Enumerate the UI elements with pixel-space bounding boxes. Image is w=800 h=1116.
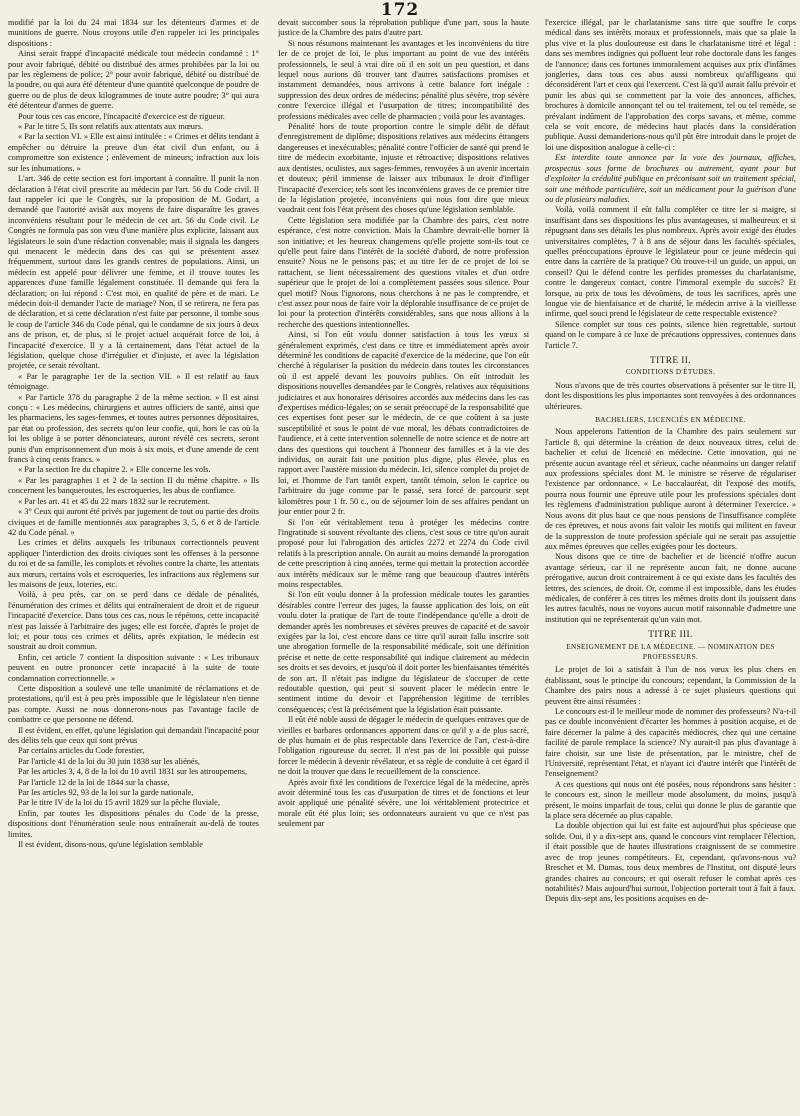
paragraph: « 3° Ceux qui auront été privés par jugement de tout ou partie des droits civiques et de famille mentionnés aux paragraphes 3, 5, 6 et 8 de l'article 42 du Code pénal. » [8,507,259,537]
paragraph: Il est évident, en effet, qu'une législation qui demandait l'incapacité pour des délits tels que ceux qui sont prévus [8,725,259,746]
subsection-heading: BACHELIERS, LICENCIÉS EN MÉDECINE. [595,415,746,425]
paragraph: devait succomber sous la réprobation publique d'une part, sous la haute justice de la Chambre des pairs d'autre part. [278,18,529,38]
paragraph: Nous n'avons que de très courtes observations à présenter sur le titre II, dont les dispositions les plus importantes sont renvoyées à des ordonnances ultérieures. [545,380,796,411]
paragraph: Pour tous ces cas encore, l'incapacité d'exercice est de rigueur. [18,111,225,121]
paragraph: Par l'article 12 de la loi de 1844 sur la chasse, [18,777,170,787]
column-middle [278,18,529,1108]
paragraph: Voilà, à peu près, car on se perd dans ce dédale de pénalités, l'énumération des crimes et délits qui entraîneraient de droit et de rigueur l'incapacité d'exercice. Dans tous ces cas, nous le répétons, cette incapacité n'est pas laissée à l'arbitraire des juges; elle est forcée, d'après le projet de loi; et pour tous ces crimes et délits, après expiation, le médecin est soustrait au droit commun. [8,590,259,652]
paragraph: Par les articles 3, 4, 8 de la loi du 10 avril 1831 sur les attroupemens, [18,767,248,777]
paragraph: « Par les paragraphes 1 et 2 de la section II du même chapitre. » Ils concernent les banqueroutes, les escroqueries, les abus de confiance. [8,475,259,496]
section-subtitle: CONDITIONS D'ÉTUDES. [625,368,716,377]
column-right [545,18,796,1108]
paragraph: Après avoir fixé les conditions de l'exercice légal de la médecine, après avoir déterminé tous les cas d'usurpation de titres et de fonctions et leur avoir appliqué une pénalité sévère, une loi véritablement protectrice et morale eût été plus loin; ses ordonnateurs auraient vu que ce n'est pas seulement par [278,777,529,829]
paragraph: Enfin, par toutes les dispositions pénales du Code de la presse, dispositions dont l'énumération seule nous entraînerait au-delà de toutes limites. [8,808,259,839]
section-subtitle: ENSEIGNEMENT DE LA MÉDECINE. — NOMINATION DES PROFESSEURS. [566,642,775,661]
paragraph: « Par la section Ire du chapitre 2. » Elle concerne les vols. [18,465,211,475]
paragraph: Nous appelerons l'attention de la Chambre des pairs seulement sur l'article 8, qui détermine la création de deux nouveaux titres, celui de bachelier et celui de licencié en médecine. Cette innovation, qui ne présente aucun avantage réel et sérieux, cache néanmoins un danger relatif aux professions spéciales dont M. le ministre se réserve de régulariser l'existence par ordonnance. « Le baccalauréat, dit l'exposé des motifs, pourra nous fournir une épreuve utile pour les professions spéciales dont les règlemens d'administration publique auront à déterminer l'exercice. » Nous avons dit plus haut ce que nous pensions de l'insuffisance complète de ces épreuves, et nous avons fait valoir les motifs qui militent en faveur de la suppression de toute profession spéciale qui ne serait pas assujettie aux mêmes épreuves que celles exigées pour les docteurs. [545,427,796,551]
paragraph: Le concours est-il le meilleur mode de nommer des professeurs? N'a-t-il pas ce double inconvénient d'écarter les hommes à position acquise, et de faire décerner la palme à des capacités médiocres, chez qui une certaine facilité de parole remplace la science? N'y aurait-il pas plus d'avantage à faire choisir, sur une liste de présentation, par le ministre, chef de l'Université, représentant l'état, et n'ayant ici d'autre intérêt que l'intérêt de l'enseignement? [545,707,796,779]
paragraph: Ainsi, si l'on eût voulu donner satisfaction à tous les vœux si généralement exprimés, c'est dans ce titre et immédiatement après avoir déterminé les conditions de capacité d'exercice de la médecine, que l'on eût cherché à régulariser la position du médecin dans toutes les circonstances où il est appelé devant les pouvoirs publics. On eût introduit les dispositions nouvelles demandées par le Congrès, relatives aux réquisitions judiciaires et aux honoraires dérisoires accordés aux médecins dans les cas d'expertises médico-légales; on se serait préoccupé de la responsabilité que ces expertises font peser sur le médecin, de ce que coûtent à sa juste susceptibilité et sous le point de vue moral, les débats contradictoires de l'audience, et à cette intervention solennelle de notre science et de notre art dans des questions qui touchent à l'honneur des familles et à la vie des individus, on aurait fait une position plus digne, plus élevée, plus en rapport avec l'austère mission du médecin. Ici, silence complet du projet de loi, et l'homme de l'art tantôt expert, tantôt témoin, selon le caprice ou l'arbitraire du juge comme par le passé, sera forcé de parcourir sept kilomètres pour 1 fr. 50 c., ou de séjourner loin de ses affaires pendant un jour entier pour 2 fr. [278,330,529,517]
paragraph: Nous disons que ce titre de bachelier et de licencié n'offre aucun avantage sérieux, car il ne représente aucun fait, ne donne aucune prérogative, aucun droit contrairement à ce qui existe dans les facultés des lettres, des sciences, de droit. Or, comme il est impossible, dans les études médicales, de conférer à ces titres les mêmes droits dont ils jouissent dans les autres facultés, nous ne voyons aucun motif raisonnable d'admettre une institution qui ne représenterait qu'un vain mot. [545,552,796,624]
paragraph: L'art. 346 de cette section est fort important à connaître. Il punit la non déclaration à l'état civil prescrite au médecin par l'art. 56 du Code civil. Il faut rappeler ici que le Congrès, sur la proposition de M. Godart, a demandé que l'autorité avisât aux moyens de faire disparaître les graves inconvéniens résultant pour le médecin de cet art. 56 du Code civil. Le Congrès ne formula pas son vœu d'une manière plus explicite, laissant aux législateurs le soin d'une rédaction convenable; mais il signala les dangers qui menacent le médecin dans des cas qui se présentent assez fréquemment, surtout dans les grands centres de populations. Ainsi, un médecin est appelé pour délivrer une femme, et il trouve toutes les apparences d'une famille légalement constituée. Il demande qui fera la déclaration; on lui répond : C'est moi, en qualité de père et de mari. Le médecin doit-il demander l'acte de mariage? Non, il se retirera, ne fera pas de déclaration, et si cette déclaration n'est faite par personne, il tombe sous le coup de l'article 346 du Code pénal, qui le condamne de six jours à deux ans de prison, et, de plus, si le projet actuel acquérait force de loi, à l'incapacité d'exercice. Il y a là certainement, dans l'état actuel de la législation, quelque chose d'irrégulier et d'injuste, et avec la législation projetée, ce serait révoltant. [8,174,259,371]
paragraph: Les crimes et délits auxquels les tribunaux correctionnels peuvent appliquer l'interdiction des droits civiques sont les offenses à la personne du roi et de sa famille, les complots et révoltes contre la charte, les attentats aux mœurs, certains vols et escroqueries, les infractions aux règlemens sur les maisons de jeux, loteries, etc. [8,538,259,589]
paragraph: « Par le paragraphe 1er de la section VII. » Il est relatif au faux témoignage. [8,371,259,392]
paragraph: Si nous résumons maintenant les avantages et les inconvéniens du titre Ier de ce projet de loi, le plus important au point de vue des intérêts professionnels, le seul à vrai dire où il en soit un peu question, et dans lequel nous aurions dû trouver tant d'autres satisfactions promises et instamment demandées, nous arrivons à cette balance fort inégale : suppression des deux ordres de médecins; pénalité plus sévère, trop sévère contre l'exercice illégal et l'usurpation de titres; incompatibilité des professions médicales avec celle de pharmacien ; voilà pour les avantages. [278,38,529,121]
paragraph: Pénalité hors de toute proportion contre le simple délit de défaut d'enregistrement de diplôme; dispositions relatives aux médecins étrangers dangereuses et inexécutables; pénalité contre l'officier de santé qui prend le titre de médecin exorbitante, injuste et rétroactive; dispositions relatives aux dentistes, oculistes, aux sages-femmes, renvoyées à un avenir incertain et douteux; péril immense de laisser aux tribunaux le droit d'infliger l'incapacité d'exercice; tels sont les inconvéniens graves de ce premier titre de la législation projetée, inconvéniens qui nous font dire que mieux vaudrait cent fois l'état présent des choses qu'une législation semblable. [278,122,529,215]
paragraph: « Par le titre 5, Ils sont relatifs aux attentats aux mœurs. [18,122,204,132]
paragraph: « Par les art. 41 et 45 du 22 mars 1832 sur le recrutement. [18,496,210,506]
page-number: 172 [380,0,420,20]
paragraph: Cette législation sera modifiée par la Chambre des pairs, c'est notre espérance, c'est notre conviction. Mais la Chambre devrait-elle borner là son initiative; et les heureux changemens qu'elle projette sont-ils tout ce qu'elle peut faire dans l'intérêt de la société d'abord, de notre profession ensuite? Nous ne le pensons pas; et au titre Ier de ce projet de loi se rattachent, se lient nécessairement des questions vitales et d'un ordre supérieur que le projet de loi a complètement passées sous silence. Pour quel motif? Nous l'ignorons, nous cherchons à ne pas le comprendre, et c'est assez pour nous de faire voir la déplorable insuffisance de ce projet de loi pour la protection d'intérêts considérables, sans que nous allions à la recherche des questions intentionnelles. [278,215,529,329]
paragraph: « Par l'article 378 du paragraphe 2 de la même section. » Il est ainsi conçu : « Les médecins, chirurgiens et autres officiers de santé, ainsi que les pharmaciens, les sages-femmes, et toutes autres personnes dépositaires, par état ou profession, des secrets qu'on leur confie, qui, hors le cas où la loi les oblige à se porter dénonciateurs, auront révélé ces secrets, seront punis d'un emprisonnement d'un mois à six mois, et d'une amende de cent francs à cinq cents francs. » [8,392,259,465]
section-title: TITRE II. [649,356,692,366]
paragraph: Par certains articles du Code forestier, [18,746,145,756]
column-left [8,18,259,1108]
paragraph: « Par la section VI. » Elle est ainsi intitulée : « Crimes et délits tendant à empêcher ou détruire la preuve d'un état civil d'un enfant, ou à compromettre son existence ; enlèvement de mineurs; infraction aux lois sur les inhumations. » [8,132,259,173]
paragraph: Il est évident, disons-nous, qu'une législation semblable [18,840,203,850]
paragraph: Silence complet sur tous ces points, silence bien regrettable, surtout quand on le compare à ce luxe de précautions oppressives, contenues dans l'article 7. [545,319,796,350]
paragraph: l'exercice illégal, par le charlatanisme sans titre que souffre le corps médical dans ses intérêts moraux et professionnels, mais que sa plaie la plus vive et la plus douloureuse est dans le charlatanisme titré et légal : dans ses membres indignes qui polluent leur robe doctorale dans les fanges de l'annonce; dans ces fortunes immoralement acquises aux prix d'infâmes jongleries, dans tous ces abus aussi nombreux qu'affligeans qui déconsidèrent l'art et ceux qui l'exercent. C'est là qu'il aurait fallu prévoir et punir les abus qui se commettent par la voie des annonces, affiches, brochures à domicile annonçant tel ou tel traitement, tel ou tel remède, se prévalant indûment de l'approbation des corps savans, et même, comme cela se voit encore, de médecins haut placés dans la considération publique. Aussi demanderions-nous qu'il pût être introduit dans le projet de loi une disposition analogue à celle-ci : [545,18,796,152]
section-title: TITRE III. [648,630,693,641]
paragraph: Ainsi serait frappé d'incapacité médicale tout médecin condamné : 1° pour avoir fabriqué, débité ou distribué des armes prohibées par la loi ou par les règlemens de police; 2° pour avoir fabriqué, débité ou distribué de la poudre, ou qui aura été détenteur d'une quantité quelconque de poudre de guerre ou de plus de deux kilogrammes de toute autre poudre; 3° qui aura été détenteur d'armes de guerre. [8,49,259,111]
paragraph: Le projet de loi a satisfait à l'un de nos vœux les plus chers en établissant, sous le principe du concours; cependant, la Commission de la Chambre des pairs nous a adressé à ce sujet plusieurs questions qui peuvent être ainsi résumées : [545,665,796,706]
paragraph: La double objection qui lui est faite est aujourd'hui plus spécieuse que solide. Oui, il y a dix-sept ans, quand le concours vint remplacer l'élection, il était possible que de hautes illustrations craignissent de se commettre avec de trop jeunes compétiteurs. Et, cependant, qu'avons-nous vu? Breschet et M. Dumas, tous deux membres de l'Institut, ont disputé leurs grandes chaires au concours; et qui oserait refuser le combat après ces notabilités? Mais aujourd'hui surtout, l'objection porterait tout à fait à faux. Depuis dix-sept ans, les positions acquises en de- [545,821,796,904]
paragraph: Par l'article 41 de la loi du 30 juin 1838 sur les aliénés, [18,756,200,766]
paragraph: Enfin, cet article 7 contient la disposition suivante : « Les tribunaux peuvent en outre prononcer cette incapacité à la suite de toute condamnation correctionnelle. » [8,652,259,683]
paragraph: Si l'on eût voulu donner à la profession médicale toutes les garanties désirables contre l'erreur des juges, la fausse application des lois, on eût voulu doter la pratique de l'art de toute l'indépendance qu'elle a droit de demander après les nombreuses et sévères preuves de capacité et de savoir exigées par la loi, c'est encore dans ce titre qu'il aurait fallu inscrire soit une abrogation formelle de la responsabilité médicale, soit une définition précise et nette de cette responsabilité qui indique clairement au médecin ses droits et ses devoirs, et jusqu'où il doit porter les bienfaisantes témérités de son art. Il n'était pas indigne du législateur de s'occuper de cette redoutable question, qui peut si souvent placer le médecin entre le sentiment intime du devoir et l'appréhension légitime de terribles conséquences; c'est là précisément que la législation était puissante. [278,590,529,714]
paragraph: modifié par la loi du 24 mai 1834 sur les détenteurs d'armes et de munitions de guerre. Nous croyons utile d'en rappeler ici les principales dispositions : [8,18,259,48]
paragraph: Cette disposition a soulevé une telle unanimité de réclamations et de protestations, qu'il est à peu près impossible que le législateur n'en tienne pas compte. Aussi ne nous donnerons-nous pas l'avantage facile de combattre ce que personne ne défend. [8,684,259,725]
paragraph: Il eût été noble aussi de dégager le médecin de quelques entraves que de vieilles et barbares ordonnances apportent dans ce qu'il y a de plus sacré, de plus humain et de plus respectable dans l'exercice de l'art, c'est-à-dire l'obligation rigoureuse du secret. Il n'est pas de loi possible qui puisse forcer le médecin à devenir révélateur, et sa règle de conduite à cet égard il ne doit la trouver que dans le recueillement de la conscience. [278,715,529,777]
paragraph: Par les articles 92, 93 de la loi sur la garde nationale, [18,788,194,798]
paragraph: Si l'on eût véritablement tenu à protéger les médecins contre l'ingratitude si souvent révoltante des cliens, c'est sous ce titre qu'on aurait proposé pour lui l'abrogation des articles 2272 et 2274 du Code civil relatifs à la prescription annale. On aurait au moins demandé la prorogation de cette prescription à cinq années, terme qui mettait la protection accordée aux intérêts médicaux sur le même rang que beaucoup d'autres intérêts moins respectables. [278,517,529,589]
proposed-article: Est interdite toute annonce par la voie des journaux, affiches, prospectus sous forme de brochures ou autrement, ayant pour but d'exploiter la crédulité publique en préconisant soit un traitement spécial, soit une méthode particulière, soit un médicament pour la guérison d'une ou de plusieurs maladies. [545,153,796,204]
paragraph: A ces questions qui nous ont été posées, nous répondrons sans hésiter : le concours est, sinon le meilleur mode absolument, du moins, jusqu'à présent, le moins imparfait de tous, celui qui donne le plus de garantie que la place sera décernée au plus capable. [545,779,796,821]
paragraph: Voilà, voilà comment il eût fallu compléter ce titre Ier si maigre, si insuffisant dans ses dispositions les plus avantageuses, si malheureux et si répugnant dans ses détails les plus nombreux. Après avoir exigé des études universitaires complètes, 7 à 8 ans de séjour dans les facultés spéciales, quelles préoccupations éprouve le législateur pour ce jeune médecin qui entre dans la carrière de la pratique? Où trouve-t-il un guide, un appui, un conseil? Qui le défend contre les perfides promesses du charlatanisme, contre le dangereux contact, contre l'immoral exemple du succès? Et lorsque, au prix de tous les dévoûmens, de tous les sacrifices, après une longue vie de bienfaisance et de charité, le médecin arrive à la vieillesse infirme, quel souci prend le législateur de cette respectable existence? [545,205,796,319]
paragraph: Par le titre IV de la loi du 15 avril 1829 sur la pêche fluviale, [18,798,220,808]
